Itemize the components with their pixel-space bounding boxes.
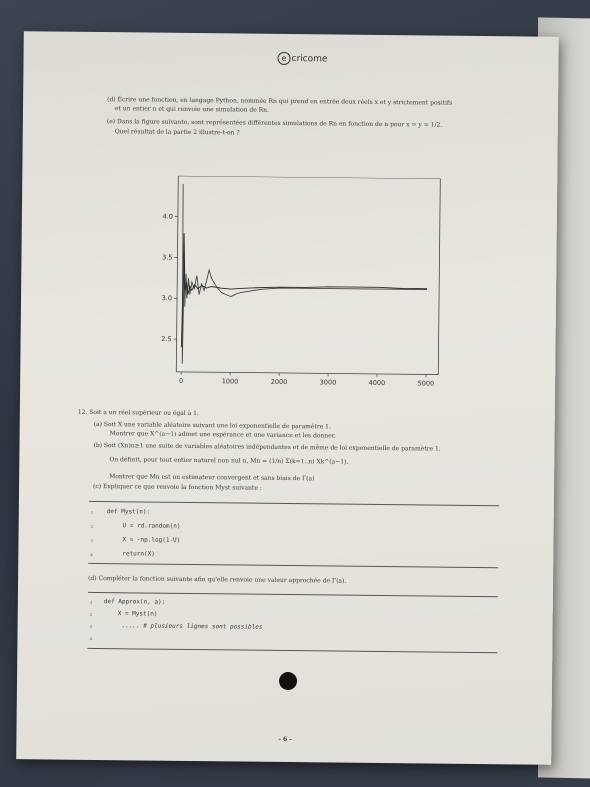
y-tick-label: 2.5 bbox=[161, 335, 172, 344]
logo-mark: e bbox=[277, 52, 290, 65]
y-tick-label: 3.5 bbox=[162, 253, 173, 262]
code-line-number: 3 bbox=[90, 537, 94, 543]
x-tick-label: 5000 bbox=[417, 379, 435, 388]
q11d-line2: et un entier n et qui renvoie une simulation de Rn. bbox=[114, 105, 270, 114]
q12a-line2: Montrer que X^(a−1) admet une espérance et une variance et les donner. bbox=[109, 430, 336, 440]
code-line: X = Myst(n) bbox=[117, 610, 158, 618]
code-line: X = -np.log(1-U) bbox=[122, 536, 181, 544]
code-line: ..... # plusieurs lignes sont possibles bbox=[121, 622, 263, 631]
code2-rule-top bbox=[88, 592, 498, 597]
y-axis-ticks bbox=[161, 213, 178, 344]
ink-dot bbox=[279, 672, 297, 690]
code-line-number: 2 bbox=[89, 611, 93, 617]
q12b-line3: Montrer que Mn est un estimateur convergent et sans biais de Γ(a) bbox=[109, 473, 315, 483]
simulation-series-line bbox=[181, 233, 427, 350]
x-tick-label: 0 bbox=[178, 376, 184, 385]
page-number: - 6 - bbox=[278, 735, 292, 744]
simulation-chart bbox=[156, 176, 458, 397]
code-line-number: 4 bbox=[89, 635, 93, 641]
code-rule-top bbox=[89, 501, 499, 506]
q11d-line1: (d) Écrire une fonction, en langage Python, nommée Rn qui prend en entrée deux réels x et y strictement positifs bbox=[107, 96, 453, 107]
q11e-line2: Quel résultat de la partie 2 illustre-t-on ? bbox=[114, 128, 240, 137]
y-tick-label: 4.0 bbox=[162, 212, 173, 221]
plot-frame bbox=[176, 176, 440, 375]
simulation-series-line bbox=[181, 184, 428, 366]
q12c-line: (c) Expliquer ce que renvoie la fonction Myst suivante : bbox=[93, 482, 262, 492]
q12d-line: (d) Compléter la fonction suivante afin qu'elle renvoie une valeur approchée de Γ(a). bbox=[88, 574, 347, 585]
code-line-number: 3 bbox=[89, 623, 93, 629]
x-tick-label: 2000 bbox=[270, 377, 288, 386]
q11e-line1: (e) Dans la figure suivante, sont représentées différentes simulations de Rn en fonction de n pour x = y = 1/2. bbox=[106, 118, 443, 129]
code-line: U = rd.random(n) bbox=[122, 522, 181, 530]
code-rule-bottom bbox=[88, 563, 498, 568]
code-line: def Approx(n, a): bbox=[103, 598, 166, 606]
q12b-line2: On définit, pour tout entier naturel non nul n, Mn = (1/n) Σ(k=1..n) Xk^(a−1). bbox=[109, 456, 349, 466]
exam-page bbox=[16, 31, 559, 765]
code-line-number: 2 bbox=[90, 523, 94, 529]
code-line: return(X) bbox=[122, 550, 155, 558]
y-tick-label: 3.0 bbox=[161, 294, 173, 303]
code-line-number: 4 bbox=[90, 551, 93, 557]
x-tick-label: 4000 bbox=[368, 378, 386, 388]
series-lines bbox=[181, 184, 428, 366]
code2-rule-bottom bbox=[87, 648, 497, 653]
q12a-line1: (a) Soit X une variable aléatoire suivant une loi exponentielle de paramètre 1. bbox=[93, 420, 331, 431]
code-line: def Myst(n): bbox=[106, 508, 151, 516]
x-tick-label: 3000 bbox=[319, 378, 337, 387]
code-line-number: 1 bbox=[90, 509, 94, 515]
ecricome-logo bbox=[277, 52, 327, 66]
logo-text: cricome bbox=[291, 54, 328, 65]
code-line-number: 1 bbox=[89, 599, 93, 605]
q12b-line1: (b) Soit (Xn)n≥1 une suite de variables aléatoires indépendantes et de même de loi exponentielle de paramètre 1. bbox=[93, 441, 441, 453]
q12-intro: 12. Soit a un réel supérieur ou égal à 1. bbox=[77, 408, 199, 418]
x-tick-label: 1000 bbox=[221, 377, 239, 386]
